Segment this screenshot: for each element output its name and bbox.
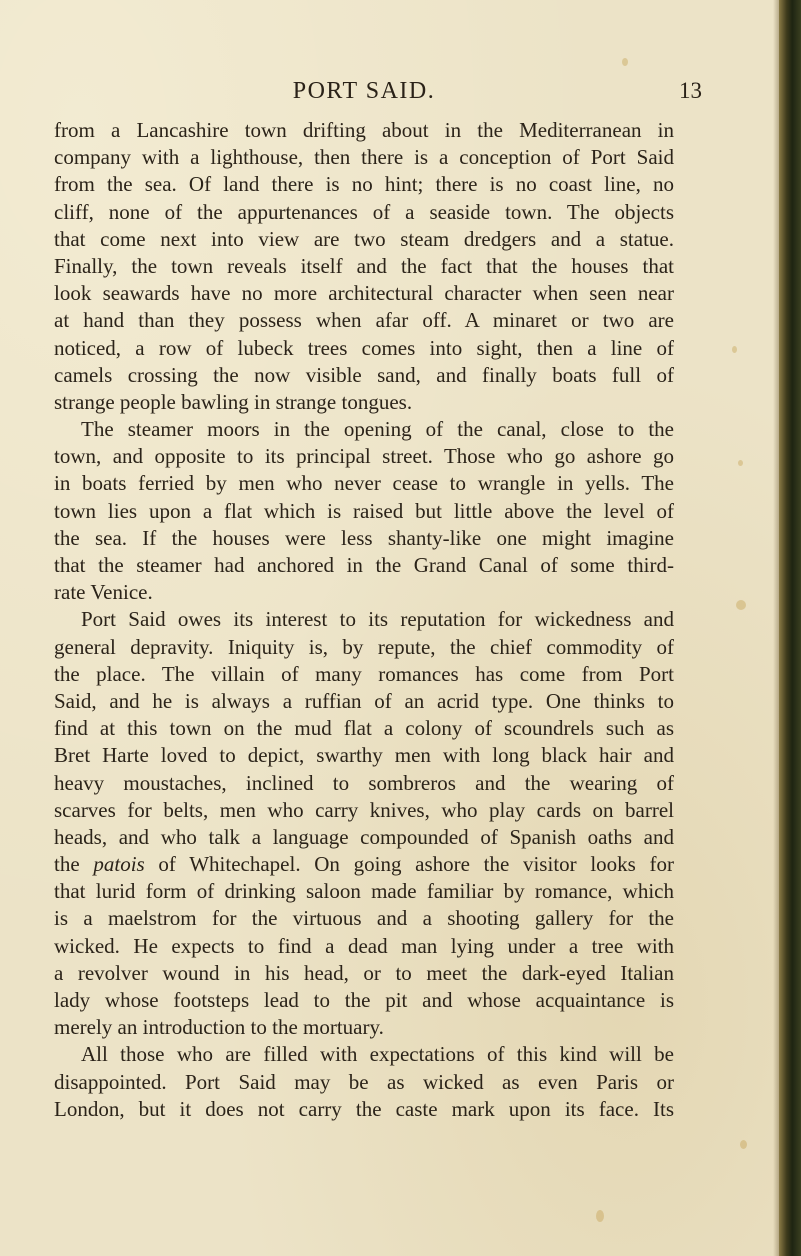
text-line: that come next into view are two steam dredgers and a statue. [54,226,674,251]
paper-foxing-spot [732,346,737,353]
text-line: heads, and who talk a language compounded of Spanish oaths and [54,824,674,849]
text-line: a revolver wound in his head, or to meet the dark-eyed Italian [54,960,674,985]
text-line: strange people bawling in strange tongues. [54,389,413,414]
text-line: town lies upon a flat which is raised but little above the level of [54,498,674,523]
text-line: in boats ferried by men who never cease to wrangle in yells. The [54,471,674,496]
text-line: All those who are filled with expectations of this kind will be [81,1042,674,1067]
paper-foxing-spot [596,1210,604,1222]
text-line: disappointed. Port Said may be as wicked as even Paris or [54,1069,674,1094]
text-line: Finally, the town reveals itself and the fact that the houses that [54,253,674,278]
text-line: from the sea. Of land there is no hint; there is no coast line, no [54,172,674,197]
text-line: The steamer moors in the opening of the canal, close to the [81,417,674,442]
text-line: noticed, a row of lubeck trees comes into sight, then a line of [54,335,674,360]
text-line: Said, and he is always a ruffian of an acrid type. One thinks to [54,688,674,713]
text-line: at hand than they possess when afar off. A minaret or two are [54,308,674,333]
text-fragment: the [54,852,80,877]
running-title: PORT SAID. [292,78,436,104]
text-line: from a Lancashire town drifting about in the Mediterranean in [54,118,674,142]
text-line: merely an introduction to the mortuary. [54,1015,384,1040]
italic-term: patois [93,852,145,877]
text-line: camels crossing the now visible sand, and finally boats full of [54,362,674,387]
paper-foxing-spot [622,58,628,66]
text-line: is a maelstrom for the virtuous and a shooting gallery for the [54,906,674,931]
text-line: the sea. If the houses were less shanty-like one might imagine [54,525,674,550]
text-line: that the steamer had anchored in the Grand Canal of some third- [54,553,674,577]
text-line: London, but it does not carry the caste mark upon its face. Its [54,1096,674,1121]
text-line: the place. The villain of many romances has come from Port [54,661,674,686]
text-line [54,851,674,878]
text-line: general depravity. Iniquity is, by repute, the chief commodity of [54,634,674,659]
text-line: lady whose footsteps lead to the pit and whose acquaintance is [54,988,674,1012]
paper-foxing-spot [740,1140,747,1149]
text-line: find at this town on the mud flat a colony of scoundrels such as [54,716,674,741]
text-line: company with a lighthouse, then there is a conception of Port Said [54,145,674,170]
text-line: scarves for belts, men who carry knives, who play cards on barrel [54,797,674,822]
text-line: heavy moustaches, inclined to sombreros and the wearing of [54,770,674,795]
text-line: look seawards have no more architectural character when seen near [54,281,674,306]
text-line: rate Venice. [54,580,153,605]
text-fragment: of Whitechapel. On going ashore the visitor looks for [158,852,675,877]
text-line: cliff, none of the appurtenances of a seaside town. The objects [54,199,674,224]
body-text [54,117,674,1123]
text-line: town, and opposite to its principal street. Those who go ashore go [54,444,674,469]
text-line: Bret Harte loved to depict, swarthy men with long black hair and [54,743,674,768]
text-line: that lurid form of drinking saloon made familiar by romance, which [54,879,674,904]
text-line: wicked. He expects to find a dead man lying under a tree with [54,933,674,958]
page-number: 13 [679,78,702,103]
paper-foxing-spot [738,460,743,466]
paper-foxing-spot [736,600,746,610]
book-spine-edge [779,0,801,1256]
text-line: Port Said owes its interest to its reputation for wickedness and [81,607,674,632]
running-head [54,78,754,112]
